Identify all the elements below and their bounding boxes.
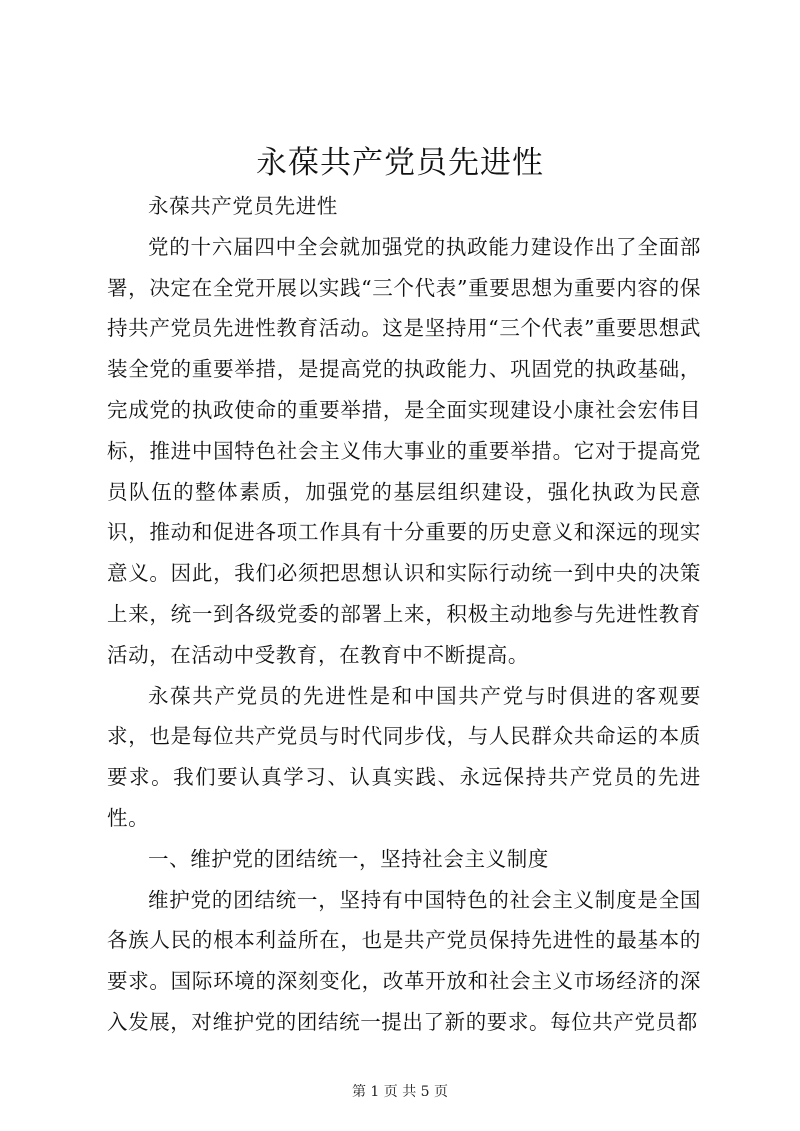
paragraph-subtitle: 永葆共产党员先进性 — [148, 194, 338, 218]
paragraph-section-1: 维护党的团结统一，坚持有中国特色的社会主义制度是全国各族人民的根本利益所在，也是共产党员保持先进性的最基本的要求。国际环境的深刻变化，改革开放和社会主义市场经济的深入发展，对维护党的团结统一提出了新的要求。每位共产党员都 — [107, 887, 701, 1034]
section-heading-1: 一、维护党的团结统一，坚持社会主义制度 — [148, 846, 549, 871]
page-footer: 第 1 页 共 5 页 — [351, 1084, 449, 1100]
document-body — [107, 186, 701, 1043]
paragraph-requirement: 永葆共产党员的先进性是和中国共产党与时俱进的客观要求，也是每位共产党员与时代同步伐，与人民群众共命运的本质要求。我们要认真学习、认真实践、永远保持共产党员的先进性。 — [107, 683, 701, 830]
paragraph-intro: 党的十六届四中全会就加强党的执政能力建设作出了全面部署，决定在全党开展以实践“三个代表”重要思想为重要内容的保持共产党员先进性教育活动。这是坚持用“三个代表”重要思想武装全党的重要举措，是提高党的执政能力、巩固党的执政基础，完成党的执政使命的重要举措，是全面实现建设小康社会宏伟目标，推进中国特色社会主义伟大事业的重要举措。它对于提高党员队伍的整体素质，加强党的基层组织建设，强化执政为民意识，推动和促进各项工作具有十分重要的历史意义和深远的现实意义。因此，我们必须把思想认识和实际行动统一到中央的决策上来，统一到各级党委的部署上来，积极主动地参与先进性教育活动，在活动中受教育，在教育中不断提高。 — [107, 234, 701, 667]
document-title: 永葆共产党员先进性 — [256, 145, 544, 181]
